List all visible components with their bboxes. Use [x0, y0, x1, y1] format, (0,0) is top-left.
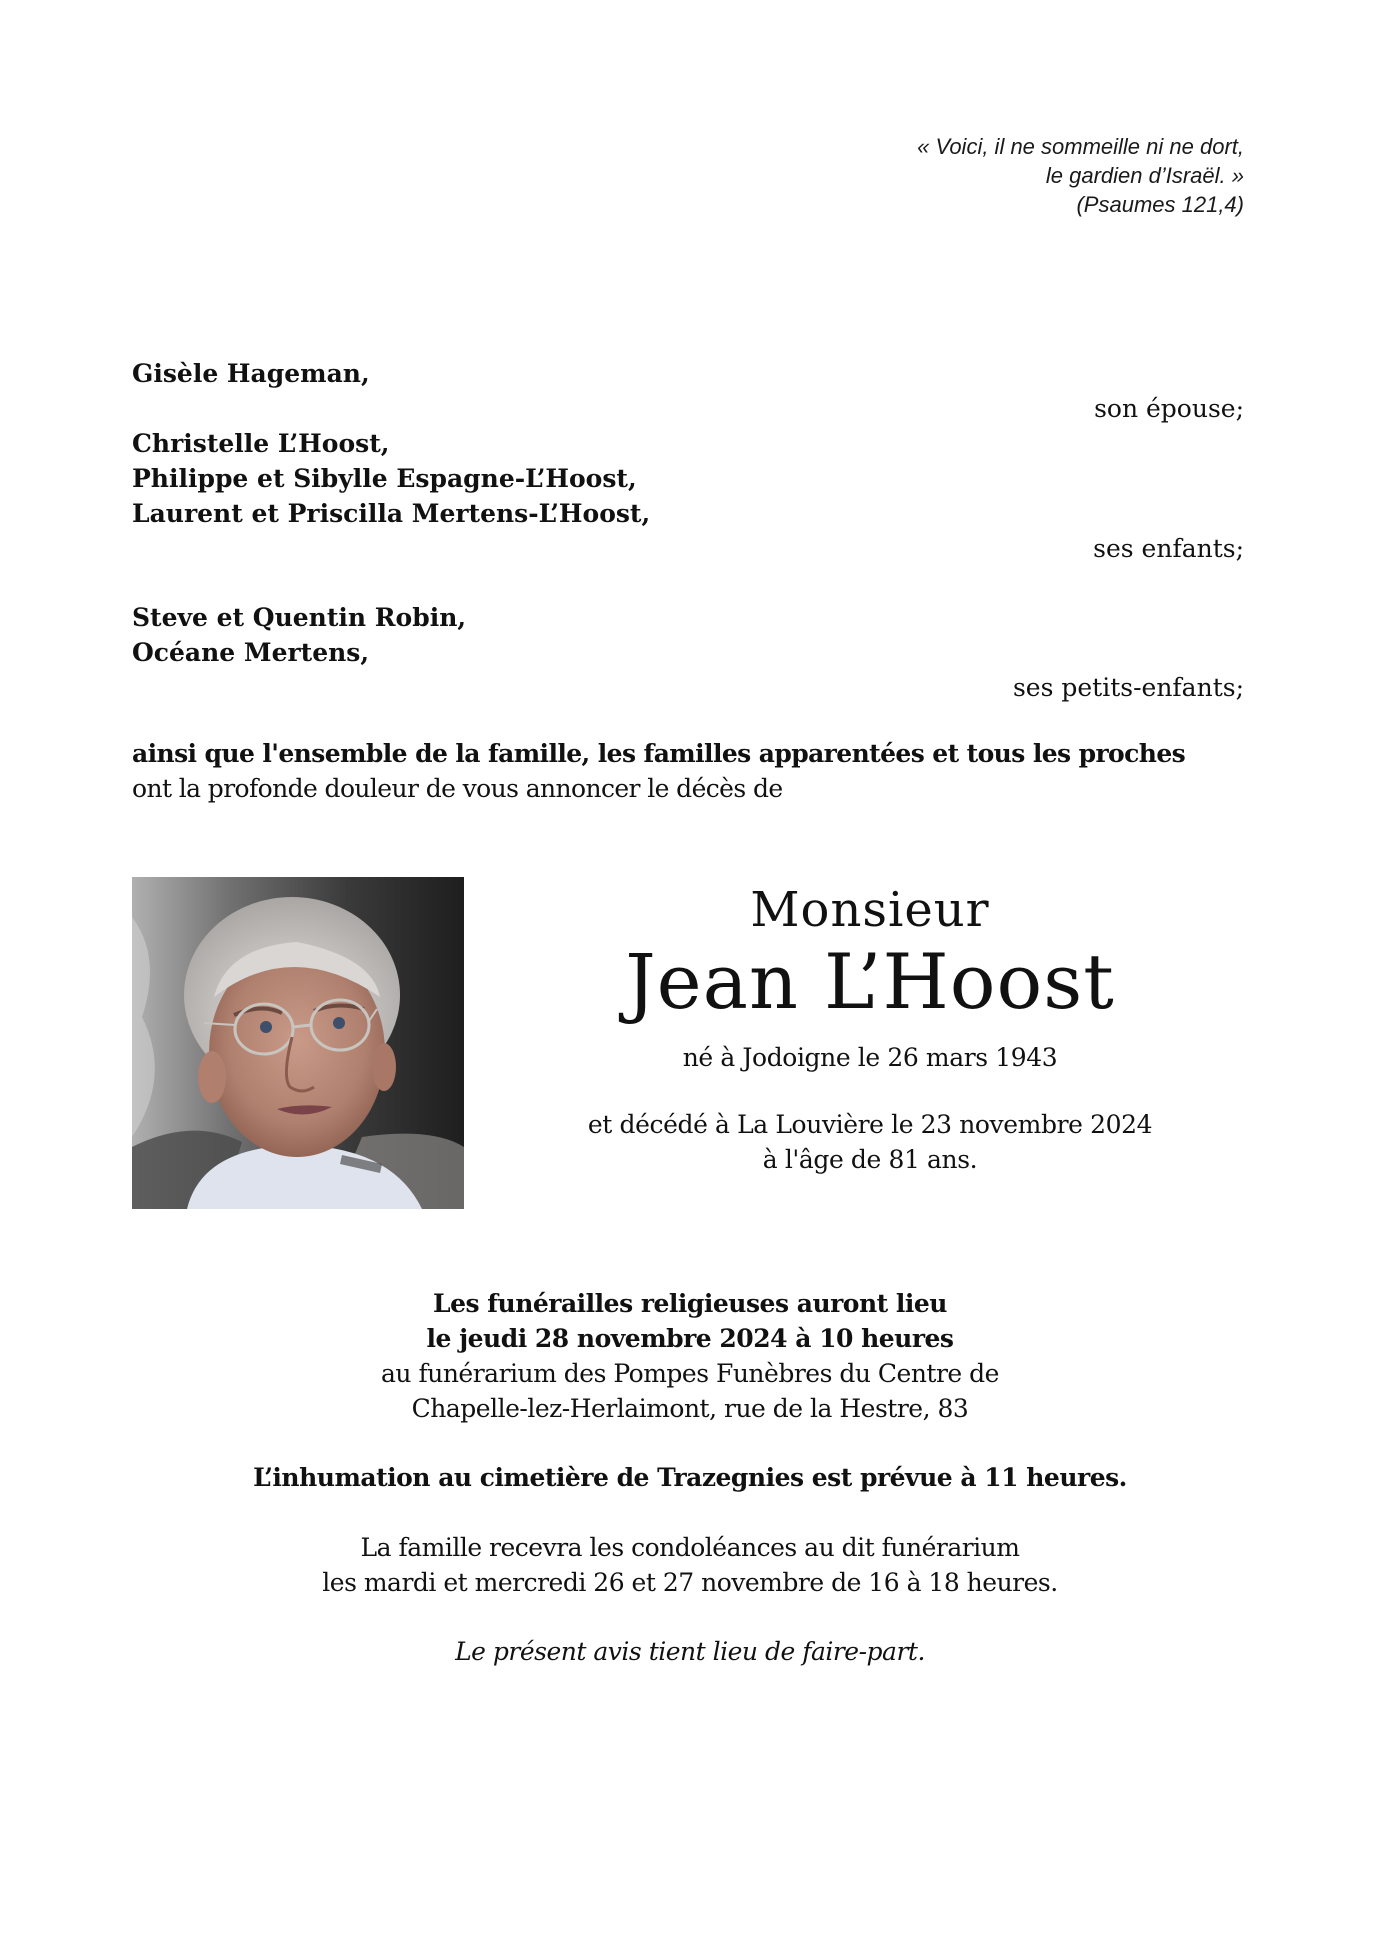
death-info: et décédé à La Louvière le 23 novembre 2024 — [587, 1110, 1153, 1139]
announcement-intro — [132, 736, 1272, 806]
family-relation: ses enfants; — [1093, 534, 1244, 563]
funeral-details — [200, 1286, 1180, 1426]
epigraph-citation: (Psaumes 121,4) — [1076, 192, 1244, 217]
family-spouse — [132, 356, 1244, 426]
funeral-address: Chapelle-lez-Herlaimont, rue de la Hestre, 83 — [411, 1394, 969, 1423]
family-relation: ses petits-enfants; — [1012, 673, 1244, 702]
condolences-schedule: les mardi et mercredi 26 et 27 novembre de 16 à 18 heures. — [322, 1568, 1058, 1597]
condolences-line: La famille recevra les condoléances au dit funérarium — [360, 1533, 1020, 1562]
family-grandchildren — [132, 600, 1244, 705]
deceased-honorific: Monsieur — [750, 882, 990, 938]
intro-plain-line: ont la profonde douleur de vous annoncer le décès de — [132, 774, 783, 803]
funeral-line: Les funérailles religieuses auront lieu — [433, 1289, 947, 1318]
epigraph-quote — [917, 132, 1244, 219]
family-children — [132, 426, 1244, 566]
condolences-details — [200, 1530, 1180, 1600]
portrait-image — [132, 877, 464, 1209]
intro-bold-line: ainsi que l'ensemble de la famille, les familles apparentées et tous les proches — [132, 739, 1186, 768]
deceased-name: Jean L’Hoost — [625, 937, 1115, 1026]
notice-text: Le présent avis tient lieu de faire-part. — [455, 1637, 925, 1666]
family-name: Océane Mertens, — [132, 638, 370, 667]
age-info: à l'âge de 81 ans. — [762, 1145, 978, 1174]
family-name: Philippe et Sibylle Espagne-L’Hoost, — [132, 464, 637, 493]
funeral-venue: au funérarium des Pompes Funèbres du Centre de — [381, 1359, 999, 1388]
deceased-photo — [132, 877, 464, 1209]
burial-details — [200, 1460, 1180, 1495]
family-name: Gisèle Hageman, — [132, 359, 370, 388]
family-relation: son épouse; — [1094, 394, 1244, 423]
funeral-datetime: le jeudi 28 novembre 2024 à 10 heures — [426, 1324, 954, 1353]
birth-info: né à Jodoigne le 26 mars 1943 — [682, 1043, 1058, 1072]
notice-footer — [200, 1634, 1180, 1669]
family-name: Christelle L’Hoost, — [132, 429, 390, 458]
epigraph-line: le gardien d’Israël. » — [1045, 163, 1244, 188]
burial-info: L’inhumation au cimetière de Trazegnies est prévue à 11 heures. — [253, 1463, 1127, 1492]
family-name: Steve et Quentin Robin, — [132, 603, 467, 632]
family-name: Laurent et Priscilla Mertens-L’Hoost, — [132, 499, 651, 528]
deceased-details — [560, 880, 1180, 1177]
epigraph-line: « Voici, il ne sommeille ni ne dort, — [917, 134, 1244, 159]
